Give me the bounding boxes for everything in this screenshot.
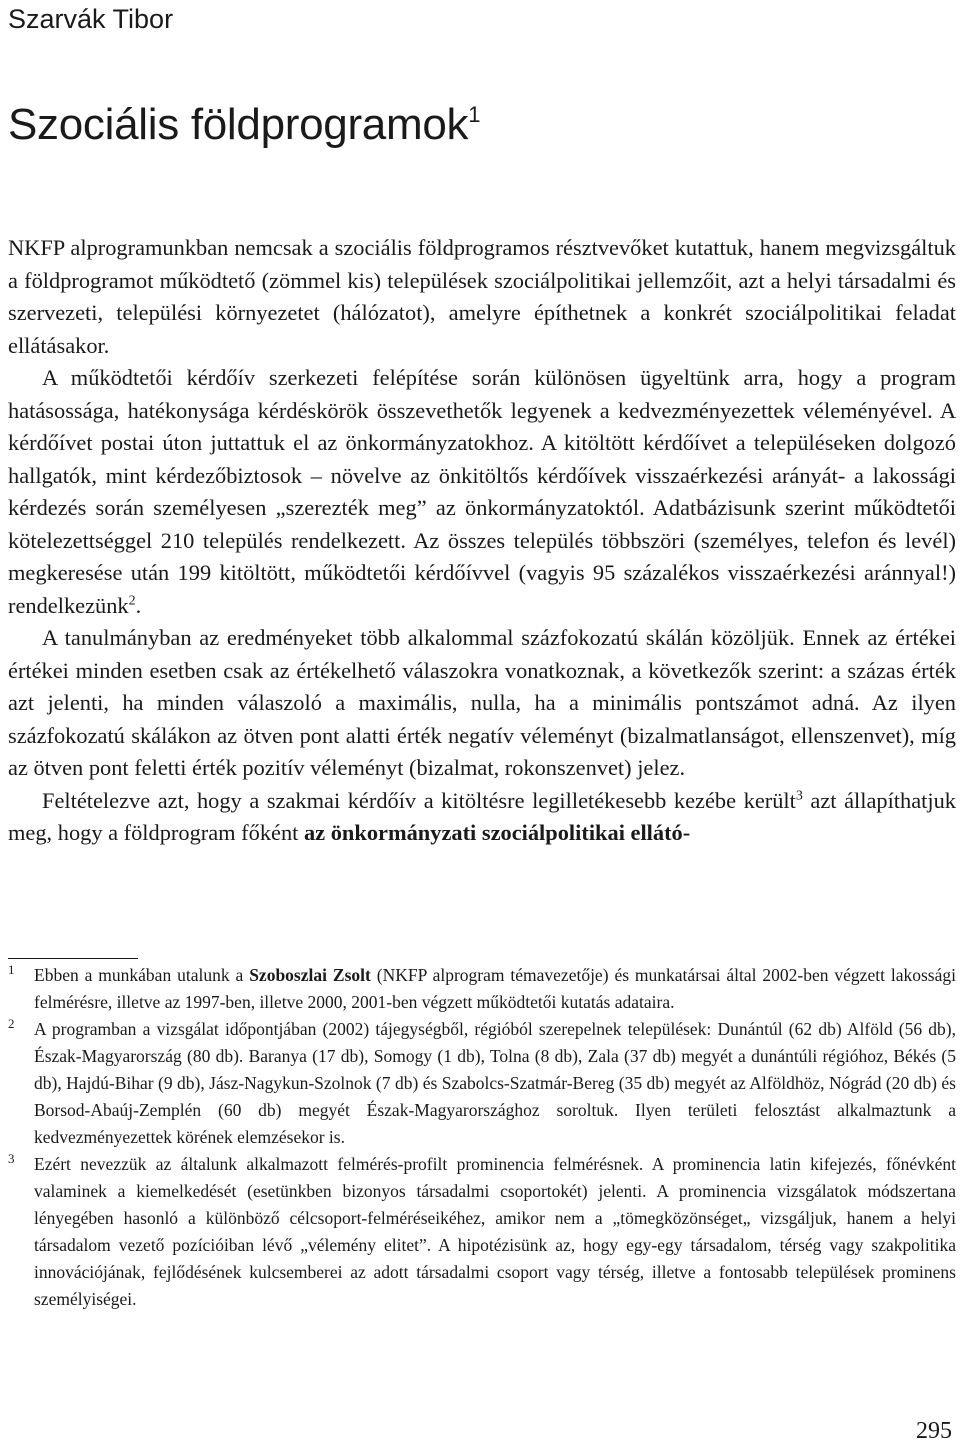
footnote-2 — [8, 1016, 956, 1151]
paragraph-4-text-a: Feltételezve azt, hogy a szakmai kérdőív a kitöltésre legilletékesebb kezébe került — [42, 787, 796, 813]
paragraph-3: A tanulmányban az eredményeket több alkalommal százfokozatú skálán közöljük. Ennek az értékei értékei minden esetben csak az értékelhető válaszokra vonatkoznak, a következők szerint: a százas érték azt jelenti, ha minden válaszoló a maximális, nulla, ha a minimális pontszámot adná. Az ilyen százfokozatú skálákon az ötven pont alatti érték negatív véleményt (bizalmatlanságot, ellenszenvet), míg az ötven pont feletti érték pozitív véleményt (bizalmat, rokonszenvet) jelez. — [8, 625, 956, 780]
footnote-2-text: A programban a vizsgálat időpontjában (2002) tájegységből, régióból szerepelnek települések: Dunántúl (62 db) Alföld (56 db), Észak-Magyarország (80 db). Baranya (17 db), Somogy (1 db), Tolna (8 db), Zala (37 db) megyét a dunántúli régióhoz, Békés (5 db), Hajdú-Bihar (9 db), Jász-Nagykun-Szolnok (7 db) és Szabolcs-Szatmár-Bereg (35 db) megyét az Alföldhöz, Nógrád (20 db) és Borsod-Abaúj-Zemplén (60 db) megyét Észak-Magyarországhoz soroltuk. Ilyen területi felosztást alkalmaztunk a kedvezményezettek körének elemzésekor is. — [34, 1019, 956, 1147]
paragraph-2 — [8, 362, 956, 622]
footnotes — [8, 962, 956, 1313]
paragraph-4-text-b: azt állapíthatjuk meg, hogy a földprogram főként — [8, 787, 956, 845]
paragraph-2-text: A működtetői kérdőív szerkezeti felépítése során különösen ügyeltünk arra, hogy a program hatásossága, hatékonysága kérdéskörök összevethetők legyenek a kedvezményezettek véleményével. A kérdőívet postai úton juttattuk el az önkormányzatokhoz. A kitöltött kérdőívet a településeken dolgozó hallgatók, mint kérdezőbiztosok – növelve az önkitöltős kérdőívek visszaérkezési arányát- a lakossági kérdezés során személyesen „szerezték meg” az önkormányzatoktól. Adatbázisunk szerint működtetői kötelezettséggel 210 település rendelkezett. Az összes település többszöri (személyes, telefon és levél) megkeresése után 199 kitöltött, működtetői kérdőívvel (vagyis 95 százalékos visszaérkezési aránnyal!) rendelkezünk — [8, 365, 956, 618]
footnote-3 — [8, 1151, 956, 1313]
footnote-3-text: Ezért nevezzük az általunk alkalmazott felmérés-profilt prominencia felmérésnek. A prominencia latin kifejezés, főnévként valaminek a kiemelkedését (esetünkben bizonyos társadalmi csoportokét) jelenti. A prominencia vizsgálatok módszertana lényegében hasonló a különböző célcsoport-felméréseikéhez, amikor nem a „tömegközönséget„ vizsgáljuk, hanem a helyi társadalom vezető pozícióiban lévő „vélemény elitet”. A hipotézisünk az, hogy egy-egy társadalom, térség vagy szakpolitika innovációjának, fejlődésének kulcsemberei az adott társadalmi csoport vagy térség, illetve a fontosabb települések prominens személyiségei. — [34, 1154, 956, 1309]
footnote-separator — [8, 958, 138, 959]
article-title-text: Szociális földprogramok — [8, 100, 469, 149]
footnote-1-text-pre: Ebben a munkában utalunk a — [34, 965, 250, 985]
document-page — [8, 0, 956, 1453]
article-title — [8, 100, 480, 150]
footnote-2-number: 2 — [8, 1016, 15, 1031]
paragraph-4-bold: az önkormányzati szociálpolitikai ellátó- — [303, 820, 691, 845]
page-number: 295 — [916, 1418, 952, 1444]
author-name: Szarvák Tibor — [8, 4, 174, 34]
paragraph-2-end: . — [135, 592, 142, 618]
paragraph-4 — [8, 785, 956, 850]
footnote-ref-3[interactable]: 3 — [795, 788, 803, 804]
footnote-ref-2[interactable]: 2 — [128, 593, 136, 609]
footnote-1 — [8, 962, 956, 1016]
title-footnote-ref[interactable]: 1 — [468, 102, 481, 127]
footnote-1-text-post: (NKFP alprogram témavezetője) és munkatársai által 2002-ben végzett lakossági felmérésre, illetve az 1997-ben, illetve 2000, 2001-ben végzett működtetői kutatás adataira. — [34, 965, 956, 1012]
footnote-3-number: 3 — [8, 1151, 15, 1166]
article-body — [8, 232, 956, 850]
paragraph-1: NKFP alprogramunkban nemcsak a szociális földprogramos résztvevőket kutattuk, hanem megvizsgáltuk a földprogramot működtető (zömmel kis) települések szociálpolitikai jellemzőit, azt a helyi társadalmi és szervezeti, települési környezetet (hálózatot), amelyre építhetnek a konkrét szociálpolitikai feladat ellátásakor. — [8, 235, 956, 358]
footnote-1-number: 1 — [8, 962, 15, 977]
footnote-1-bold: Szoboszlai Zsolt — [249, 965, 371, 985]
